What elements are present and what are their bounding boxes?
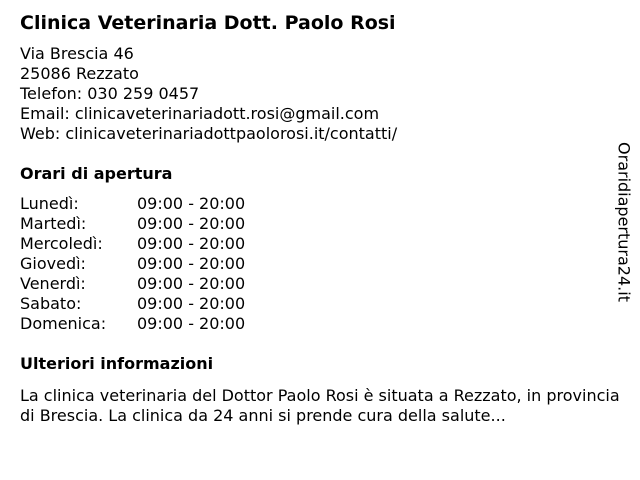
hours-row-thursday bbox=[20, 254, 245, 274]
address-line-2: 25086 Rezzato bbox=[20, 64, 139, 83]
time-range: 09:00 - 20:00 bbox=[137, 194, 246, 213]
opening-hours-table bbox=[20, 194, 245, 334]
day-label: Giovedì: bbox=[20, 254, 86, 273]
phone-line: Telefon: 030 259 0457 bbox=[20, 84, 200, 103]
hours-row-sunday bbox=[20, 314, 245, 334]
day-label: Sabato: bbox=[20, 294, 82, 313]
time-range: 09:00 - 20:00 bbox=[137, 274, 246, 293]
day-label: Venerdì: bbox=[20, 274, 86, 293]
hours-row-saturday bbox=[20, 294, 245, 314]
email-line: Email: clinicaveterinariadott.rosi@gmail.com bbox=[20, 104, 380, 123]
clinic-card bbox=[20, 10, 620, 426]
day-label: Mercoledì: bbox=[20, 234, 103, 253]
time-range: 09:00 - 20:00 bbox=[137, 294, 246, 313]
opening-hours-heading: Orari di apertura bbox=[20, 164, 173, 183]
day-label: Martedì: bbox=[20, 214, 87, 233]
hours-row-tuesday bbox=[20, 214, 245, 234]
clinic-name: Clinica Veterinaria Dott. Paolo Rosi bbox=[20, 12, 396, 34]
additional-info-heading: Ulteriori informazioni bbox=[20, 354, 214, 373]
hours-row-monday bbox=[20, 194, 245, 214]
time-range: 09:00 - 20:00 bbox=[137, 214, 246, 233]
address-line-1: Via Brescia 46 bbox=[20, 44, 134, 63]
hours-row-wednesday bbox=[20, 234, 245, 254]
additional-info-text: La clinica veterinaria del Dottor Paolo Rosi è situata a Rezzato, in provincia di Brescia. La clinica da 24 anni si prende cura della salute... bbox=[20, 386, 620, 425]
time-range: 09:00 - 20:00 bbox=[137, 234, 246, 253]
hours-row-friday bbox=[20, 274, 245, 294]
web-line: Web: clinicaveterinariadottpaolorosi.it/contatti/ bbox=[20, 124, 398, 143]
site-watermark: Oraridiapertura24.it bbox=[614, 142, 634, 302]
time-range: 09:00 - 20:00 bbox=[137, 314, 246, 333]
day-label: Lunedì: bbox=[20, 194, 79, 213]
day-label: Domenica: bbox=[20, 314, 107, 333]
time-range: 09:00 - 20:00 bbox=[137, 254, 246, 273]
